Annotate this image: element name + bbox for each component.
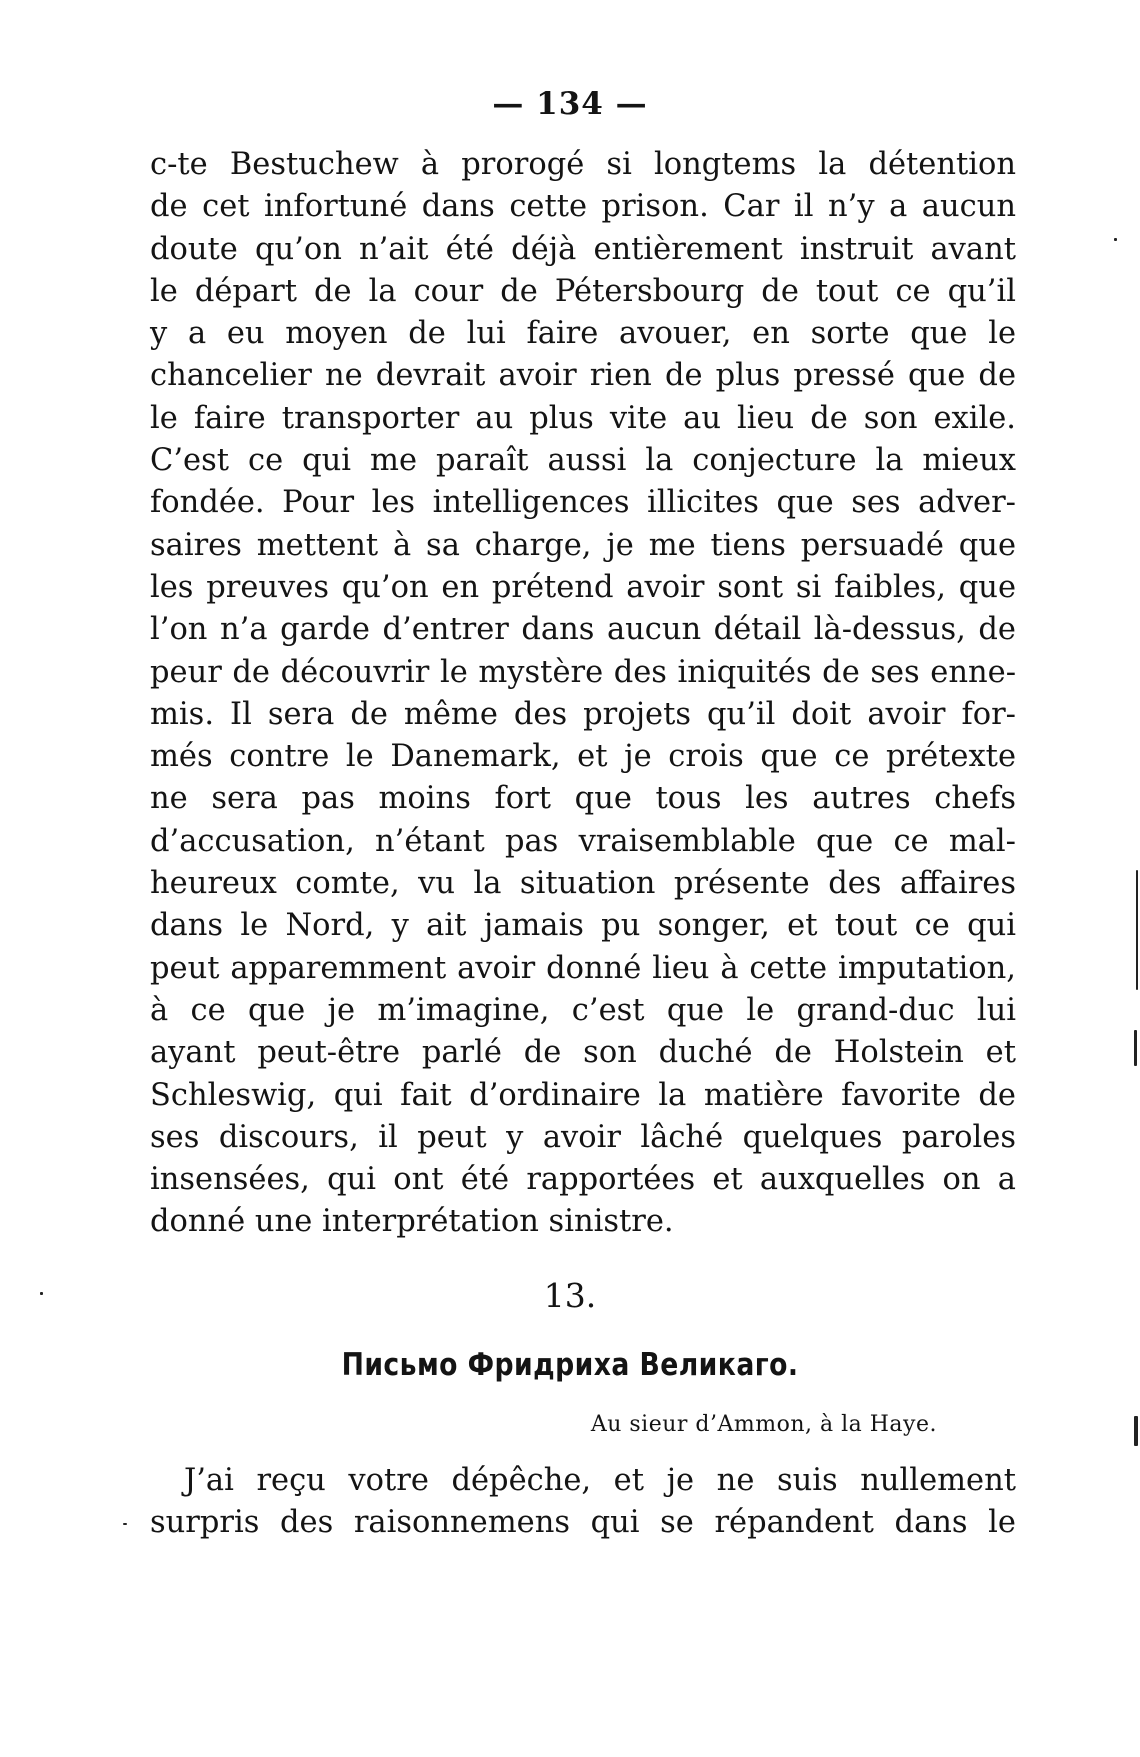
text-line: surpris des raisonnemens qui se répandent dans le bbox=[150, 1505, 1016, 1541]
text-line: mis. Il sera de même des projets qu’il doit avoir for- bbox=[150, 696, 1016, 732]
text-line: l’on n’a garde d’entrer dans aucun détail là-dessus, de bbox=[150, 612, 1016, 648]
text-line: peut apparemment avoir donné lieu à cette imputation, bbox=[150, 950, 1016, 986]
page-number: — 134 — bbox=[492, 86, 648, 122]
text-line: chancelier ne devrait avoir rien de plus pressé que de bbox=[150, 358, 1016, 394]
scan-speck bbox=[40, 1292, 43, 1295]
text-line: ayant peut-être parlé de son duché de Holstein et bbox=[150, 1035, 1016, 1071]
scan-speck bbox=[1114, 238, 1117, 241]
text-line: ses discours, il peut y avoir lâché quelques paroles bbox=[150, 1119, 1016, 1155]
text-line: le départ de la cour de Pétersbourg de tout ce qu’il bbox=[150, 273, 1016, 309]
text-line: saires mettent à sa charge, je me tiens persuadé que bbox=[150, 527, 1016, 563]
letter-addressee: Au sieur d’Ammon, à la Haye. bbox=[590, 1412, 937, 1437]
text-line: fondée. Pour les intelligences illicites que ses adver- bbox=[150, 485, 1016, 521]
section-number: 13. bbox=[543, 1276, 597, 1315]
text-line: les preuves qu’on en prétend avoir sont si faibles, que bbox=[150, 569, 1016, 605]
text-line: J’ai reçu votre dépêche, et je ne suis nullement bbox=[184, 1463, 1016, 1498]
scan-speck bbox=[1134, 1030, 1137, 1066]
scan-speck bbox=[1134, 1416, 1138, 1446]
text-line: heureux comte, vu la situation présente des affaires bbox=[150, 866, 1016, 902]
text-line: insensées, qui ont été rapportées et auxquelles on a bbox=[150, 1162, 1016, 1198]
section-title: Письмо Фридриха Великаго. bbox=[341, 1347, 799, 1383]
body-paragraph bbox=[150, 144, 1016, 1244]
text-line: C’est ce qui me paraît aussi la conjecture la mieux bbox=[150, 443, 1016, 479]
text-line: c-te Bestuchew à prorogé si longtems la détention bbox=[150, 147, 1016, 182]
text-line: ne sera pas moins fort que tous les autres chefs bbox=[150, 781, 1016, 817]
scan-speck bbox=[123, 1523, 127, 1525]
text-line: à ce que je m’imagine, c’est que le grand-duc lui bbox=[150, 992, 1016, 1028]
text-line: de cet infortuné dans cette prison. Car il n’y a aucun bbox=[150, 189, 1016, 225]
text-line: donné une interprétation sinistre. bbox=[150, 1204, 674, 1240]
text-line: Schleswig, qui fait d’ordinaire la matière favorite de bbox=[150, 1077, 1016, 1113]
text-line: y a eu moyen de lui faire avouer, en sorte que le bbox=[150, 316, 1016, 352]
text-line: més contre le Danemark, et je crois que ce prétexte bbox=[150, 739, 1016, 775]
text-line: peur de découvrir le mystère des iniquités de ses enne- bbox=[150, 654, 1016, 690]
scan-speck bbox=[1136, 870, 1138, 990]
text-line: le faire transporter au plus vite au lieu de son exile. bbox=[150, 400, 1016, 436]
text-line: doute qu’on n’ait été déjà entièrement instruit avant bbox=[150, 231, 1016, 267]
text-line: d’accusation, n’étant pas vraisemblable que ce mal- bbox=[150, 823, 1016, 859]
letter-paragraph bbox=[150, 1460, 1016, 1545]
text-line: dans le Nord, y ait jamais pu songer, et tout ce qui bbox=[150, 908, 1016, 944]
